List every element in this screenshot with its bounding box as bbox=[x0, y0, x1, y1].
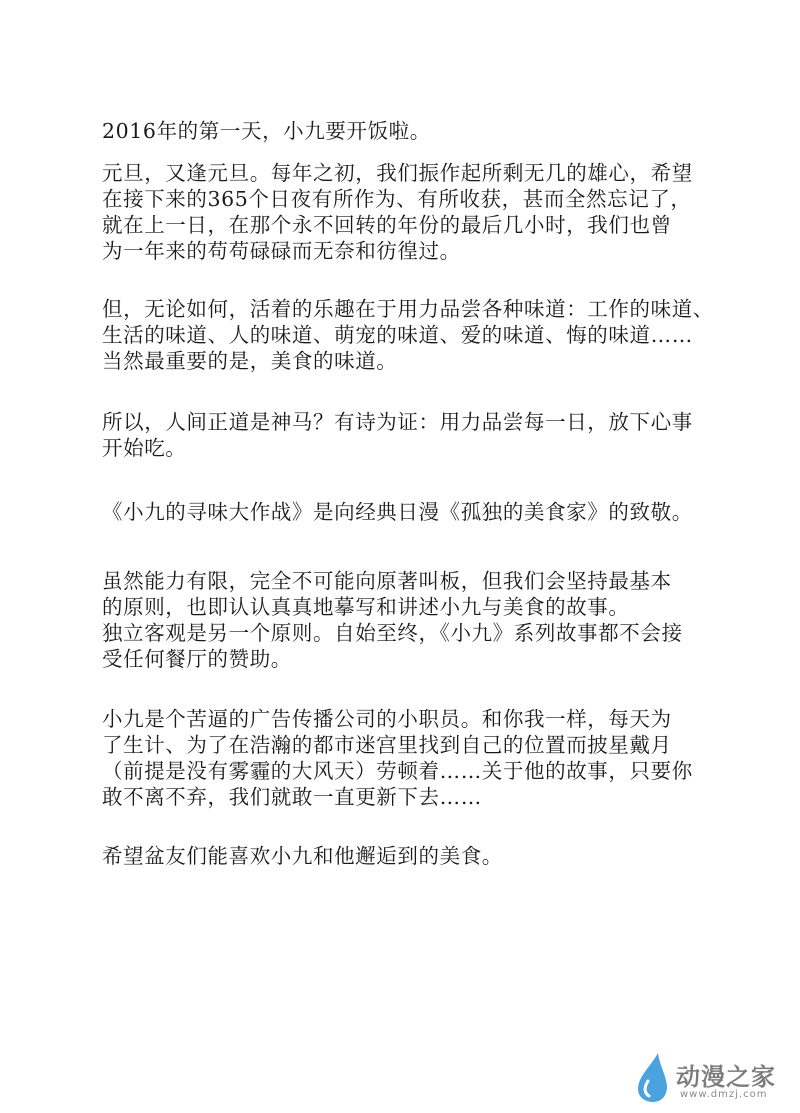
text-line: 敢不离不弃，我们就敢一直更新下去…… bbox=[102, 785, 482, 809]
text-line: （前提是没有雾霾的大风天）劳顿着……关于他的故事，只要你 bbox=[102, 759, 693, 783]
paragraph-new-year bbox=[102, 160, 702, 264]
watermark-url: www.dmzj.com bbox=[680, 1089, 768, 1100]
text-line: 《小九的寻味大作战》是向经典日漫《孤独的美食家》的致敬。 bbox=[102, 500, 693, 524]
text-line: 独立客观是另一个原则。自始至终，《小九》系列故事都不会接 bbox=[102, 621, 683, 645]
text-line: 所以，人间正道是神马？有诗为证：用力品尝每一日，放下心事 bbox=[102, 410, 693, 434]
paragraph-tribute bbox=[102, 499, 702, 525]
text-line: 的原则，也即认认真真地摹写和讲述小九与美食的故事。 bbox=[102, 595, 630, 619]
text-line: 生活的味道、人的味道、萌宠的味道、爱的味道、悔的味道…… bbox=[102, 323, 693, 347]
paragraph-closing bbox=[102, 843, 702, 869]
water-drop-logo-icon bbox=[632, 1051, 672, 1103]
paragraph-character bbox=[102, 706, 702, 810]
text-line: 受任何餐厅的赞助。 bbox=[102, 647, 292, 671]
text-line: 了生计、为了在浩瀚的都市迷宫里找到自己的位置而披星戴月 bbox=[102, 733, 672, 757]
paragraph-intro bbox=[102, 118, 702, 144]
paragraph-poem bbox=[102, 409, 702, 461]
text-line: 元旦，又逢元旦。每年之初，我们振作起所剩无几的雄心，希望 bbox=[102, 161, 693, 185]
dmzj-watermark bbox=[630, 1049, 790, 1107]
text-line: 希望盆友们能喜欢小九和他邂逅到的美食。 bbox=[102, 844, 503, 868]
text-line: 小九是个苦逼的广告传播公司的小职员。和你我一样，每天为 bbox=[102, 707, 672, 731]
text-line: 开始吃。 bbox=[102, 436, 187, 460]
paragraph-flavors bbox=[102, 296, 714, 374]
text-line: 就在上一日，在那个永不回转的年份的最后几小时，我们也曾 bbox=[102, 213, 672, 237]
text-line: 2016年的第一天，小九要开饭啦。 bbox=[102, 119, 431, 143]
text-line: 为一年来的苟苟碌碌而无奈和彷徨过。 bbox=[102, 239, 461, 263]
text-line: 当然最重要的是，美食的味道。 bbox=[102, 349, 398, 373]
paragraph-principles bbox=[102, 568, 702, 672]
text-line: 但，无论如何，活着的乐趣在于用力品尝各种味道：工作的味道、 bbox=[102, 297, 714, 321]
watermark-site-name: 动漫之家 bbox=[676, 1063, 776, 1091]
text-line: 在接下来的365个日夜有所作为、有所收获，甚而全然忘记了， bbox=[102, 187, 692, 211]
text-line: 虽然能力有限，完全不可能向原著叫板，但我们会坚持最基本 bbox=[102, 569, 672, 593]
